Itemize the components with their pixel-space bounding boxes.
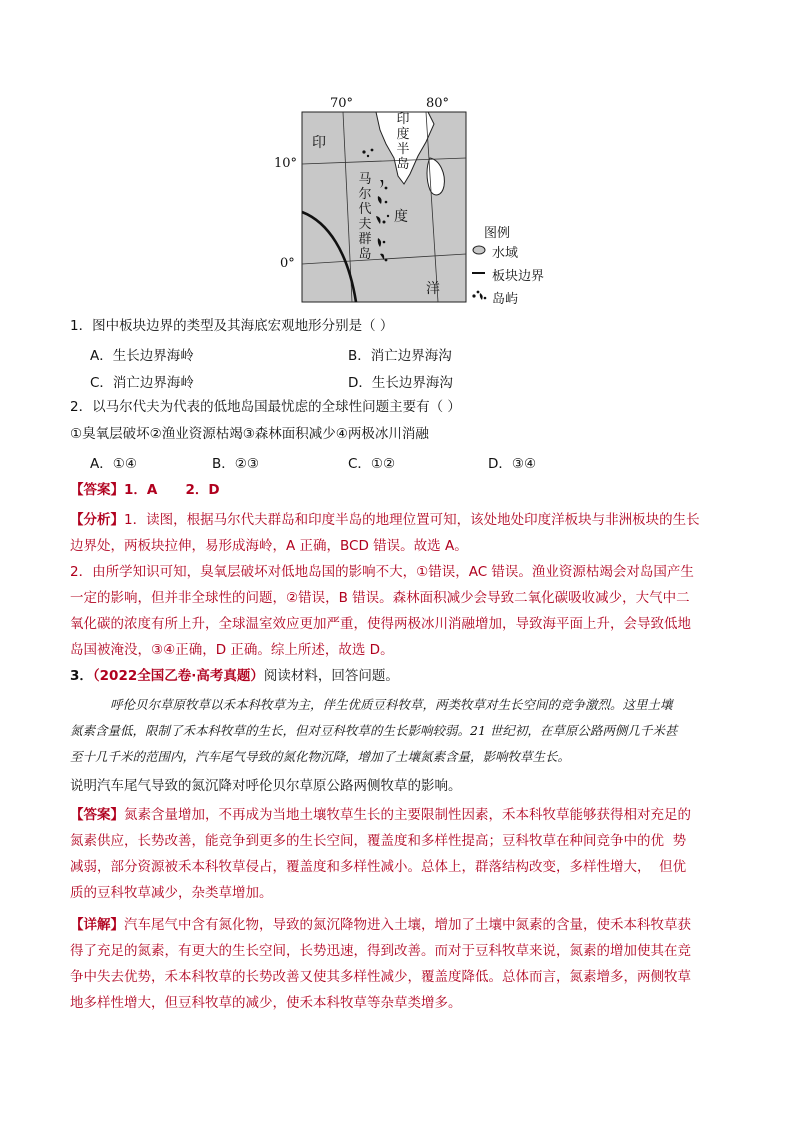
q3-number: 3． [70, 668, 93, 684]
lon-label-70: 70° [330, 96, 354, 111]
legend-water-label: 水域 [492, 246, 519, 261]
q1-stem: 1．图中板块边界的类型及其海底宏观地形分别是（ ） [70, 318, 394, 334]
answer3-block [70, 802, 730, 906]
q1-option-d: D．生长边界海沟 [348, 375, 453, 391]
q3-material-line: 至十几千米的范围内，汽车尾气导致的氮化物沉降，增加了土壤氮素含量，影响牧草生长。 [70, 749, 571, 764]
maldives-char: 群 [358, 232, 372, 247]
maldives-label [356, 172, 374, 262]
maldives-map-figure [268, 92, 558, 306]
detail-line: 争中失去优势，禾本科牧草的长势改善又使其多样性减少，覆盖度降低。总体而言，氮素增多，两侧牧草 [70, 969, 691, 985]
legend-island-label: 岛屿 [492, 292, 519, 307]
answer3-line [70, 802, 730, 828]
detail-tag: 【详解】 [70, 917, 124, 933]
legend-water-symbol [473, 246, 485, 254]
ocean-label-du: 度 [394, 209, 408, 225]
analysis-p1-line1: 1．读图，根据马尔代夫群岛和印度半岛的地理位置可知，该处地处印度洋板块与非洲板块的生长 [124, 512, 700, 528]
q2-stem: 2．以马尔代夫为代表的低地岛国最忧虑的全球性问题主要有（ ） [70, 399, 461, 415]
ocean-label-yang: 洋 [426, 281, 440, 297]
q1-option-a: A．生长边界海岭 [90, 348, 194, 364]
detail-block [70, 912, 730, 1016]
legend-island-symbol [472, 291, 486, 300]
q3-source: （2022全国乙卷·高考真题） [92, 668, 264, 684]
analysis-p2-line: 岛国被淹没，③④正确，D 正确。综上所述，故选 D。 [70, 642, 394, 658]
peninsula-char: 岛 [396, 157, 410, 172]
analysis-p2-line: 氧化碳的浓度有所上升，全球温室效应更加严重，使得两极冰川消融增加，导致海平面上升，会导致低地 [70, 616, 691, 632]
lon-label-80: 80° [426, 96, 450, 111]
answer3-text: 氮素含量增加，不再成为当地土壤牧草生长的主要限制性因素，禾本科牧草能够获得相对充足的 [124, 807, 691, 823]
q3-material-line: 氮素含量低，限制了禾本科牧草的生长，但对豆科牧草的生长影响较弱。21 世纪初，在草原公路两侧几千米甚 [70, 723, 678, 738]
q2-option-b: B．②③ [212, 456, 259, 472]
maldives-char: 代 [358, 202, 372, 217]
q2-items: ①臭氧层破坏②渔业资源枯竭③森林面积减少④两极冰川消融 [70, 426, 429, 442]
lat-label-10: 10° [274, 156, 298, 171]
analysis-p2-line: 2．由所学知识可知，臭氧层破坏对低地岛国的影响不大，①错误，AC 错误。渔业资源枯竭会对岛国产生 [70, 564, 694, 580]
q2-option-d: D．③④ [488, 456, 537, 472]
q3-material-line: 呼伦贝尔草原牧草以禾本科牧草为主，伴生优质豆科牧草，两类牧草对生长空间的竞争激烈。这里土壤 [110, 697, 673, 712]
analysis-p2-line: 一定的影响，但并非全球性的问题，②错误，B 错误。森林面积减少会导致二氧化碳吸收减少，大气中二 [70, 590, 690, 606]
analysis-tag: 【分析】 [70, 512, 124, 528]
answer-text: 1．A 2．D [124, 482, 220, 498]
q3-stem-rest: 阅读材料，回答问题。 [263, 668, 399, 684]
maldives-char: 马 [358, 172, 372, 187]
legend-boundary-label: 板块边界 [492, 269, 545, 284]
peninsula-char: 印 [396, 112, 410, 127]
answer3-line: 减弱，部分资源被禾本科牧草侵占，覆盖度和多样性减小。总体上，群落结构改变，多样性增大， 但优 [70, 859, 687, 875]
answer3-line: 质的豆科牧草减少，杂类草增加。 [70, 885, 273, 901]
analysis-line [70, 507, 730, 533]
detail-line: 得了充足的氮素，有更大的生长空间，长势迅速，得到改善。而对于豆科牧草来说，氮素的增加使其在竞 [70, 943, 691, 959]
lat-label-0: 0° [280, 256, 295, 271]
q1-option-c: C．消亡边界海岭 [90, 375, 194, 391]
answer3-tag: 【答案】 [70, 807, 124, 823]
q1-option-b: B．消亡边界海沟 [348, 348, 452, 364]
answer3-line: 氮素供应，长势改善，能竞争到更多的生长空间，覆盖度和多样性提高；豆科牧草在种间竞争中的优 势 [70, 833, 687, 849]
maldives-char: 尔 [358, 187, 372, 202]
answer-1-2 [70, 480, 220, 500]
detail-text: 汽车尾气中含有氮化物，导致的氮沉降物进入土壤，增加了土壤中氮素的含量，使禾本科牧草获 [124, 917, 691, 933]
analysis-p1-line2: 边界处，两板块拉伸，易形成海岭，A 正确，BCD 错误。故选 A。 [70, 538, 468, 554]
q3-heading [70, 666, 399, 686]
legend-title: 图例 [484, 226, 511, 241]
maldives-char: 夫 [358, 217, 372, 232]
peninsula-char: 度 [396, 127, 410, 142]
answer-tag: 【答案】 [70, 482, 124, 498]
peninsula-char: 半 [396, 142, 410, 157]
india-peninsula-label [394, 112, 412, 172]
analysis-block [70, 507, 730, 663]
q2-option-a: A．①④ [90, 456, 137, 472]
q3-material [70, 692, 730, 770]
maldives-char: 岛 [358, 247, 372, 262]
q2-option-c: C．①② [348, 456, 396, 472]
detail-line [70, 912, 730, 938]
ocean-label-yin: 印 [312, 135, 326, 151]
detail-line: 地多样性增大，但豆科牧草的减少，使禾本科牧草等杂草类增多。 [70, 995, 462, 1011]
q3-question: 说明汽车尾气导致的氮沉降对呼伦贝尔草原公路两侧牧草的影响。 [70, 778, 462, 794]
